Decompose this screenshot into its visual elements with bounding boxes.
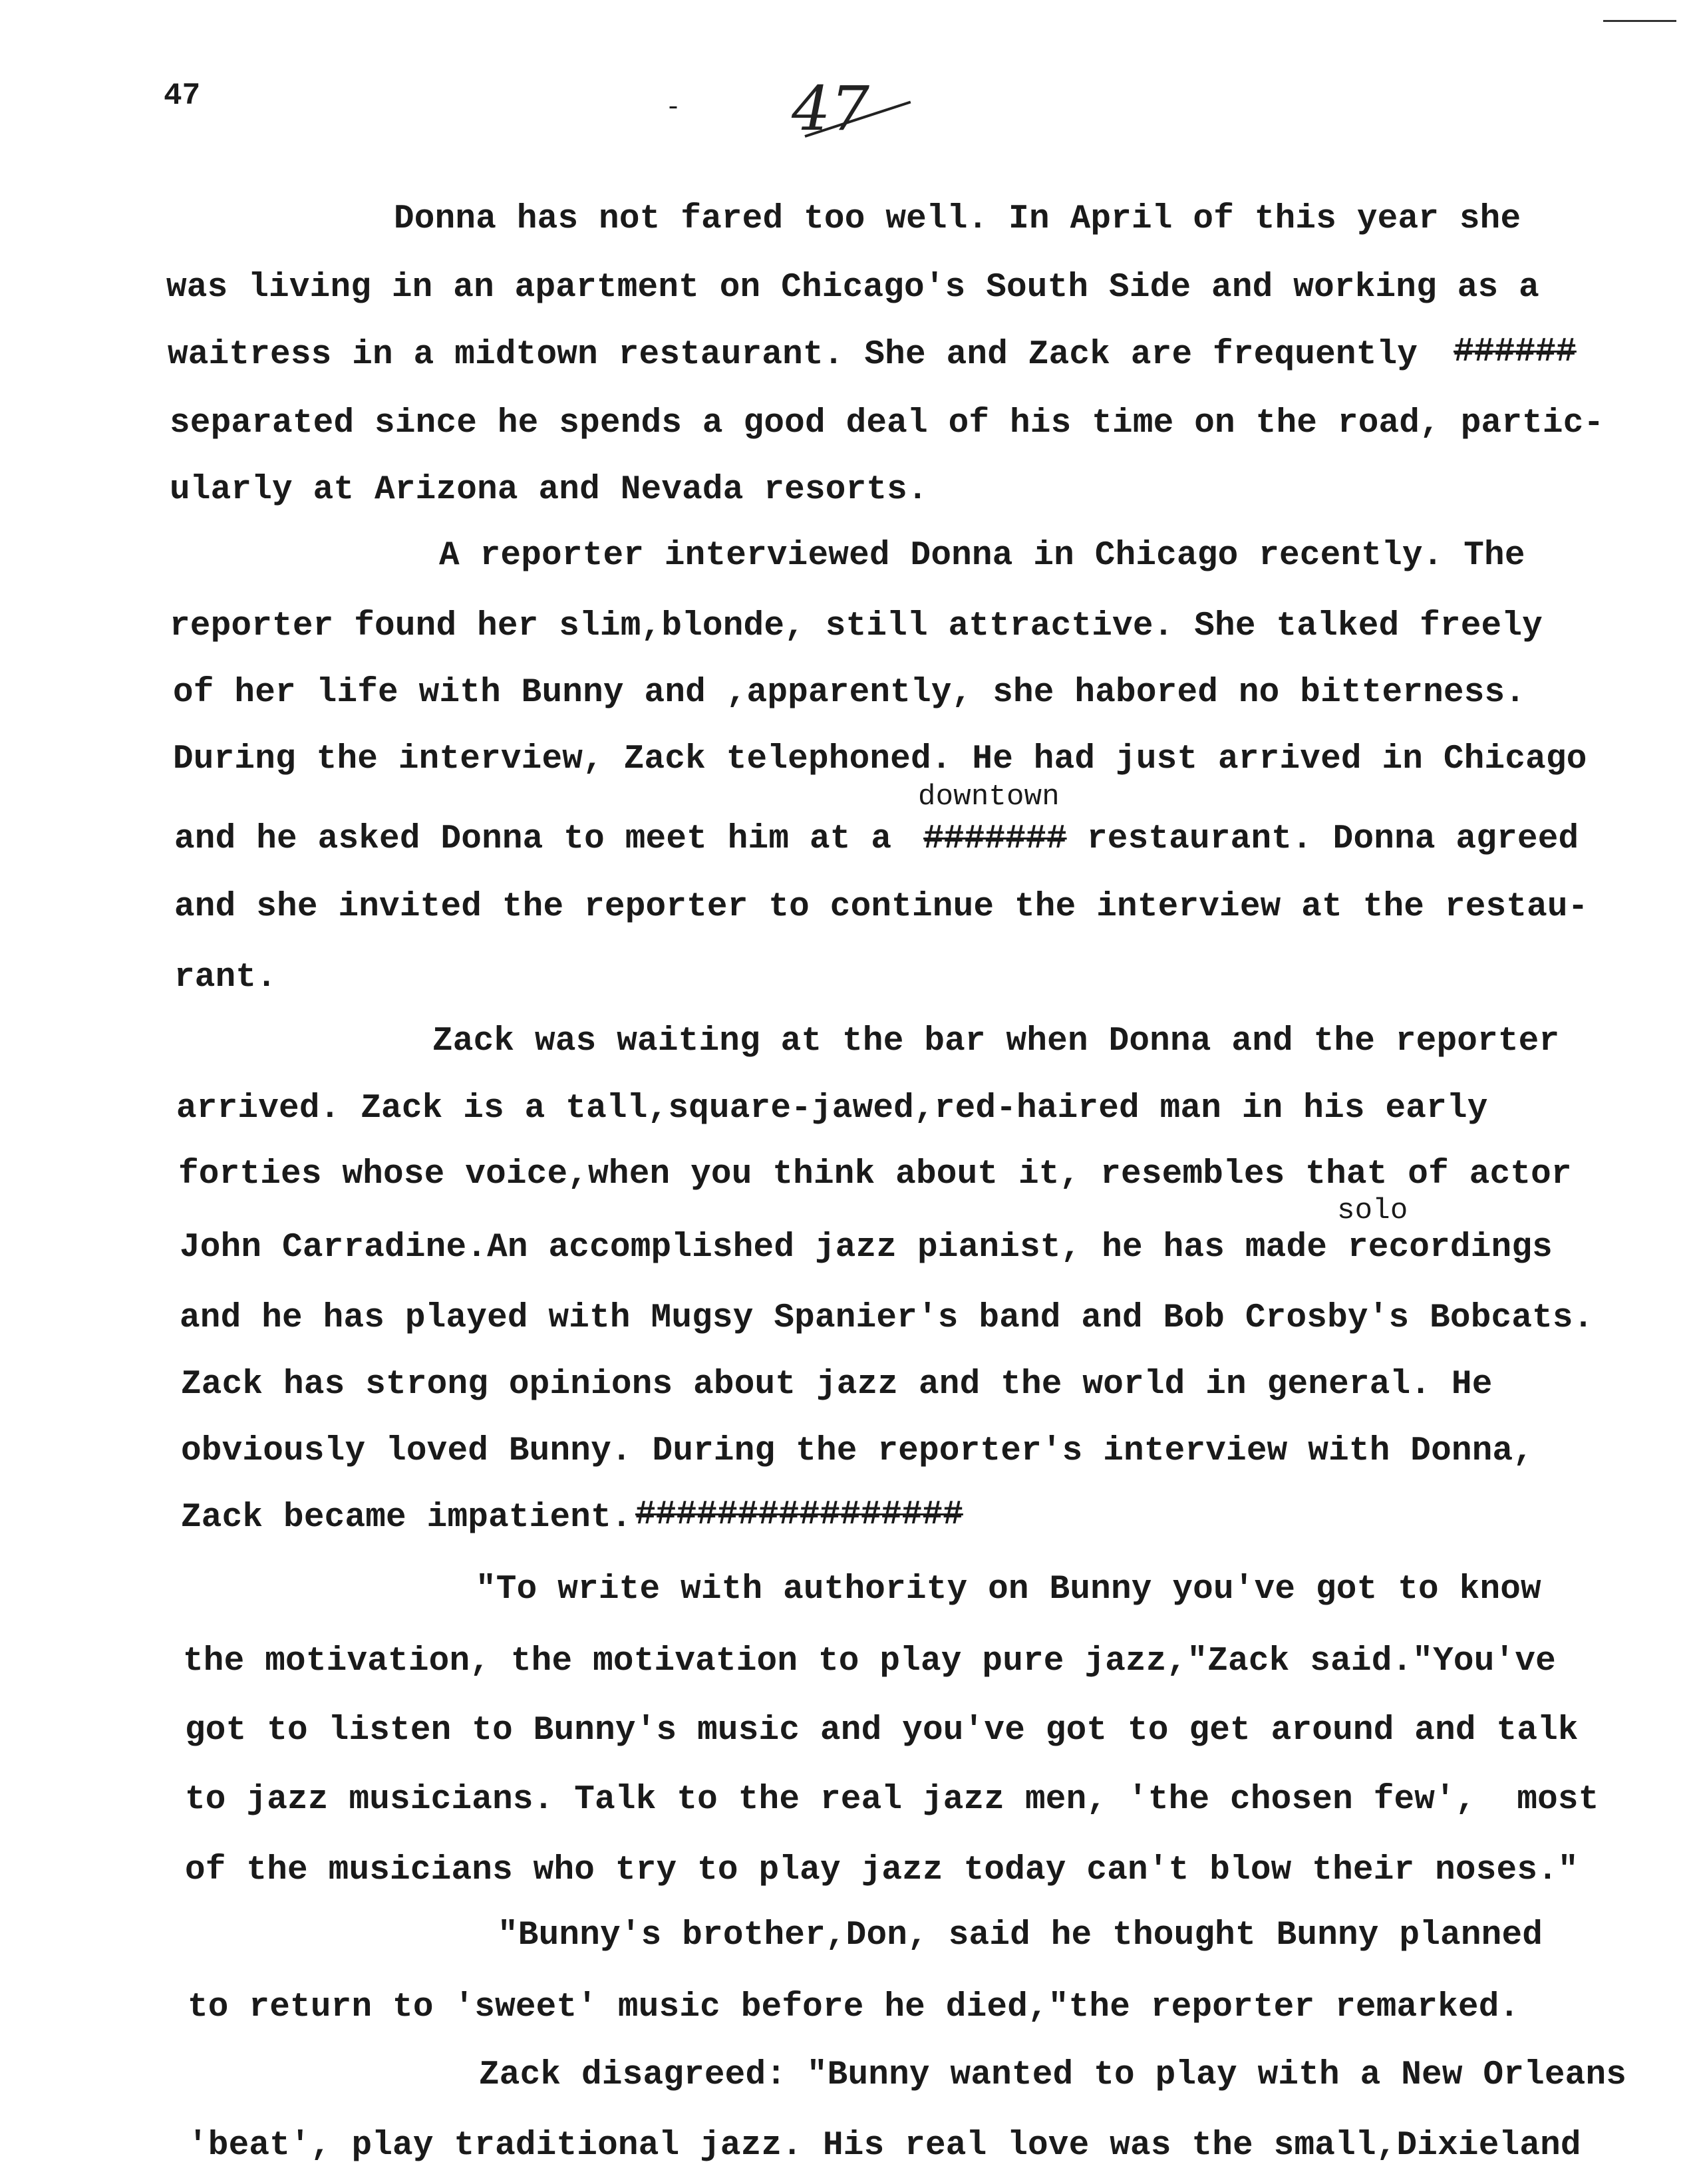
text-line: "To write with authority on Bunny you've got to know — [476, 1571, 1541, 1609]
text-line: John Carradine.An accomplished jazz pianist, he has made recordings — [180, 1229, 1553, 1267]
text-line: to jazz musicians. Talk to the real jazz men, 'the chosen few', most — [185, 1781, 1599, 1819]
strikeout-text: ###### — [1454, 333, 1577, 371]
text-line: During the interview, Zack telephoned. He had just arrived in Chicago — [173, 740, 1587, 778]
text-line: obviously loved Bunny. During the reporter's interview with Donna, — [181, 1432, 1534, 1470]
text-line: the motivation, the motivation to play pure jazz,"Zack said."You've — [183, 1642, 1556, 1680]
text-line: 'beat', play traditional jazz. His real love was the small,Dixieland — [188, 2127, 1581, 2165]
text-line: Zack became impatient. — [181, 1499, 632, 1537]
text-line: Zack has strong opinions about jazz and the world in general. He — [181, 1366, 1493, 1404]
corner-mark — [1603, 20, 1676, 22]
text-line: Zack disagreed: "Bunny wanted to play with a New Orleans — [479, 2056, 1627, 2094]
text-line: A reporter interviewed Donna in Chicago recently. The — [439, 537, 1525, 575]
text-line: was living in an apartment on Chicago's South Side and working as a — [166, 269, 1539, 307]
dash-mark: - — [665, 93, 682, 123]
text-line: and she invited the reporter to continue the interview at the restau- — [174, 888, 1589, 926]
inserted-text: downtown — [918, 780, 1060, 814]
strikeout-text: ####### — [923, 820, 1067, 858]
text-line: Zack was waiting at the bar when Donna and the reporter — [432, 1022, 1560, 1060]
text-line: rant. — [174, 959, 277, 997]
text-line: "Bunny's brother,Don, said he thought Bunny planned — [498, 1917, 1543, 1954]
text-line: of her life with Bunny and ,apparently, she habored no bitterness. — [173, 674, 1526, 712]
text-line: and he has played with Mugsy Spanier's band and Bob Crosby's Bobcats. — [180, 1299, 1594, 1337]
text-line: restaurant. Donna agreed — [1087, 820, 1579, 858]
strikeout-text: ################ — [635, 1496, 963, 1534]
text-line: forties whose voice,when you think about it, resembles that of actor — [178, 1156, 1572, 1193]
text-line: separated since he spends a good deal of his time on the road, partic- — [170, 404, 1605, 442]
text-line: arrived. Zack is a tall,square-jawed,red-haired man in his early — [176, 1090, 1488, 1128]
text-line: ularly at Arizona and Nevada resorts. — [170, 471, 928, 509]
handwritten-page-number: 47 — [792, 73, 870, 144]
page-number: 47 — [164, 78, 201, 113]
text-line: to return to 'sweet' music before he died,"the reporter remarked. — [188, 1988, 1520, 2026]
text-line: of the musicians who try to play jazz today can't blow their noses." — [185, 1851, 1579, 1889]
text-line: waitress in a midtown restaurant. She and Zack are frequently — [168, 336, 1418, 374]
inserted-text: solo — [1337, 1194, 1408, 1227]
text-line: got to listen to Bunny's music and you've got to get around and talk — [185, 1712, 1579, 1750]
text-line: and he asked Donna to meet him at a — [174, 820, 892, 858]
text-line: reporter found her slim,blonde, still attractive. She talked freely — [170, 607, 1543, 645]
text-line: Donna has not fared too well. In April of this year she — [394, 200, 1521, 238]
